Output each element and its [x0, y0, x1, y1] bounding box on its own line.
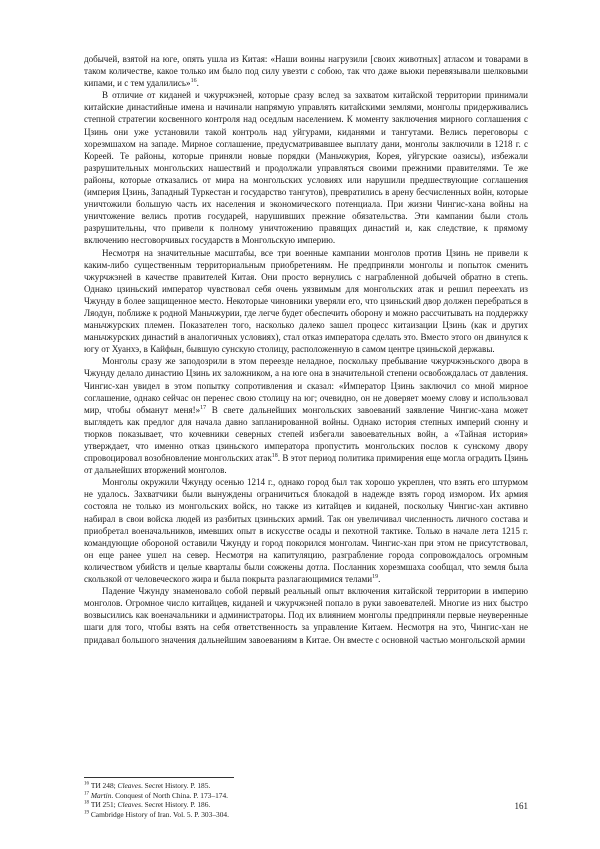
footnote-text: ТИ 251;: [90, 800, 118, 810]
footnote-number: 19: [84, 810, 89, 816]
footnote-ref-16[interactable]: 16: [190, 78, 197, 85]
paragraph-text: добычей, взятой на юге, опять ушла из Китая: «Наши воины нагрузили [своих животных] атласом и товарами в таком количестве, какое только им было под силу увезти с собою, так что даже вьюки перевязывали шелковыми кипами, и с тем удалились»: [84, 54, 528, 89]
footnote-number: 16: [84, 781, 89, 787]
footnote-text: . Secret History. P. 185.: [140, 781, 211, 790]
paragraph-tail: В свете дальнейших монгольских завоеваний заявление Чингис-хана может выглядеть как предлог для начала давно запланированной войны. Однако история степных империй сюнну и тюрков показывает, что кочевники северных степей избегали завоевательных войн, а «Тайная история» утверждает, что именно отказ цзиньского императора пропустить монгольских послов к сунскому двору спровоцировал возобновление монгольских атак: [84, 404, 528, 464]
footnote-ref-19[interactable]: 19: [372, 574, 379, 581]
paragraph-text: В отличие от киданей и чжурчжэней, которые сразу вслед за захватом китайской территории принимали китайские династийные имена и начинали напрямую управлять китайскими землями, монголы придерживались степной стратегии косвенного контроля над оседлым населением. К моменту заключения мирного соглашения с Цзинь они уже установили такой контроль над уйгурами, киданями и тангутами. Велись переговоры с хорезмшахом на западе. Мирное соглашение, предусматривавшее выплату дани, монголы заключили в 1218 г. с Кореей. Те районы, которые приняли новые порядки (Маньчжурия, Корея, уйгурские оазисы), избежали разрушительных монгольских нашествий и продолжали управляться своими прежними правителями. Те же районы, которые отказались от мира на монгольских условиях или нарушили предшествующие соглашения (империя Цзинь, Западный Туркестан и государство тангутов), превратились в арену бесчисленных войн, которые уничтожили большую часть их населения и экономического потенциала. При жизни Чингис-хана войны на уничтожение велись против государей, нарушивших прежние обязательства. Эти кампании были столь разрушительны, что привели к полному уничтожению правящих династий и, как следствие, к прямому включению несговорчивых государств в Монгольскую империю.: [84, 90, 528, 246]
footnote-text: . Conquest of North China. P. 173–174.: [111, 790, 228, 800]
paragraph-text: Монголы окружили Чжунду осенью 1214 г., однако город был так хорошо укреплен, что взять его штурмом не удалось. Захватчики были вынуждены ограничиться блокадой в надежде взять город измором. Их армия состояла не только из монгольских войск, но также из китайцев и киданей, поскольку Чингис-хан активно набирал в свои войска людей из разбитых цзиньских армий. Так он увеличивал численность личного состава и приобретал военачальников, имевших опыт в искусстве осады и пехотной тактике. Только в начале лета 1215 г. командующие обороной оставили Чжунду и город покорился монголам. Чингис-хан при этом не присутствовал, он еще ранее ушел на север. Несмотря на капитуляцию, разграбление города сопровождалось огромным количеством убийств и целые кварталы были сожжены дотла. Посланник хорезмшаха сообщал, что земля была скользкой от человеческого жира и была покрыта разлагающимися телами: [84, 477, 528, 585]
footnote-number: 17: [84, 791, 89, 797]
paragraph-6: [84, 585, 528, 645]
footnote-18: [84, 800, 528, 810]
footnote-16: [84, 781, 528, 791]
paragraph-1: [84, 53, 528, 89]
footnote-text: ТИ 248;: [90, 781, 118, 790]
paragraph-text: Несмотря на значительные масштабы, все три военные кампании монголов против Цзинь не привели к каким-либо существенным территориальным приобретениям. Не предприняли монголы и попыток сменить чжурчжэней в качестве правителей Китая. Они просто вернулись с награбленной добычей обратно в степь. Однако цзиньский император чувствовал себя очень уязвимым для монгольских атак и решил переехать из Чжунду в более защищенное место. Некоторые чиновники уверяли его, что цзиньский двор должен перебраться в Ляодун, поближе к родной Маньчжурии, где легче будет обеспечить оборону и можно рассчитывать на поддержку маньчжурских племен. Показателен того, насколько далеко зашел процесс китаизации Цзинь (как и других маньчжурских династий в аналогичных условиях), стал отказ императора сделать это. Вместо этого он двинулся к югу от Хуанхэ, в Кайфын, бывшую сунскую столицу, расположенную в самом центре цзиньской державы.: [84, 247, 528, 355]
footnote-text: Cambridge History of Iran. Vol. 5. P. 303–304.: [90, 809, 229, 819]
footnote-text: . Secret History. P. 186.: [140, 800, 211, 810]
paragraph-3: [84, 247, 528, 356]
paragraph-tail: . В этот период политика примирения еще могла оградить Цзинь от дальнейших вторжений монголов.: [84, 453, 528, 476]
footnote-divider: [84, 777, 234, 778]
footnote-author: Cleaves: [117, 800, 141, 810]
footnote-author: Cleaves: [117, 781, 141, 790]
paragraph-text: Монголы сразу же заподозрили в этом переезде неладное, поскольку пребывание чжурчжэньского двора в Чжунду делало династию Цзинь их заложником, а на юге она в значительной степени освобождалась от давления. Чингис-хан увидел в этом попытку сопротивления и сказал: «Император Цзинь заключил со мной мирное соглашение, однако сейчас он перенес свою столицу на юг; очевидно, он не доверяет моему слову и использовал мир, чтобы обманут меня!»: [84, 356, 528, 415]
footnote-19: [84, 810, 528, 820]
paragraph-tail: .: [378, 574, 381, 585]
paragraph-text: Падение Чжунду знаменовало собой первый реальный опыт включения китайской территории в империю монголов. Огромное число китайцев, киданей и чжурчжэней попало в руки завоевателей. Многие из них быстро возвысились как военачальники и администраторы. Под их влиянием монголы предприняли первые неуверенные шаги для того, чтобы взять на себя ответственность за управление Китаем. Несмотря на это, Чингис-хан не придавал большого значения дальнейшим завоеваниям в Китае. Он вместе с основной частью монгольской армии: [84, 586, 528, 645]
footnote-number: 18: [84, 800, 89, 806]
paragraph-tail: .: [196, 78, 199, 89]
footnote-17: [84, 791, 528, 801]
footnote-ref-17[interactable]: 17: [200, 404, 207, 411]
paragraph-4: [84, 355, 528, 476]
footnote-author: Martin: [90, 790, 112, 800]
footnotes: [84, 781, 528, 819]
page-number: 161: [514, 801, 528, 811]
footnote-ref-18[interactable]: 18: [271, 453, 278, 460]
main-text: [84, 53, 528, 646]
paragraph-5: [84, 476, 528, 585]
paragraph-2: [84, 89, 528, 246]
